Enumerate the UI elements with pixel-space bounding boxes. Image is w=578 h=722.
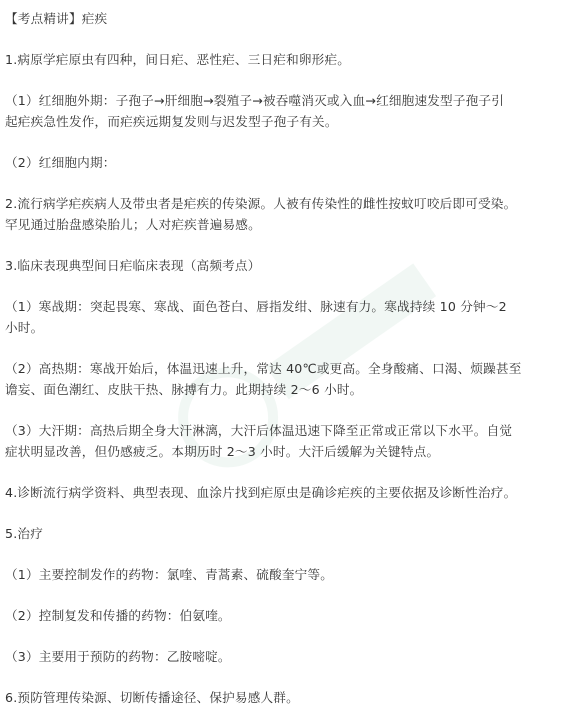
- article-title: 【考点精讲】疟疾: [5, 11, 108, 26]
- section-3-3-sweat-stage: [5, 420, 571, 462]
- section-2-epidemiology: [5, 193, 571, 235]
- section-5-2-control-relapse: （2）控制复发和传播的药物：伯氨喹。: [5, 608, 231, 623]
- section-1-1-exoerythrocytic: [5, 90, 571, 132]
- section-4-diagnosis: 4.诊断流行病学资料、典型表现、血涂片找到疟原虫是确诊疟疾的主要依据及诊断性治疗。: [5, 485, 517, 500]
- text-line: 罕见通过胎盘感染胎儿；人对疟疾普遍易感。: [5, 217, 261, 232]
- text-line: （1）寒战期：突起畏寒、寒战、面色苍白、唇指发绀、脉速有力。寒战持续 10 分钟～2: [5, 299, 507, 314]
- section-3-clinical: 3.临床表现典型间日疟临床表现（高频考点）: [5, 258, 261, 273]
- article: [5, 8, 571, 708]
- text-line: （2）高热期：寒战开始后，体温迅速上升，常达 40℃或更高。全身酸痛、口渴、烦躁甚至: [5, 361, 522, 376]
- text-line: （3）大汗期：高热后期全身大汗淋漓，大汗后体温迅速下降至正常或正常以下水平。自觉: [5, 423, 513, 438]
- text-line: （1）红细胞外期：子孢子→肝细胞→裂殖子→被吞噬消灭或入血→红细胞速发型子孢子引: [5, 93, 505, 108]
- section-5-treatment: 5.治疗: [5, 526, 44, 541]
- section-5-1-control-attack: （1）主要控制发作的药物：氯喹、青蒿素、硫酸奎宁等。: [5, 567, 334, 582]
- text-line: 起疟疾急性发作，而疟疾远期复发则与迟发型子孢子有关。: [5, 114, 338, 129]
- section-6-prevention: 6.预防管理传染源、切断传播途径、保护易感人群。: [5, 690, 299, 705]
- text-line: 小时。: [5, 320, 44, 335]
- text-line: 症状明显改善，但仍感疲乏。本期历时 2～3 小时。大汗后缓解为关键特点。: [5, 444, 440, 459]
- text-line: 谵妄、面色潮红、皮肤干热、脉搏有力。此期持续 2～6 小时。: [5, 382, 363, 397]
- section-3-1-chill-stage: [5, 296, 571, 338]
- text-line: 2.流行病学疟疾病人及带虫者是疟疾的传染源。人被有传染性的雌性按蚊叮咬后即可受染。: [5, 196, 517, 211]
- section-1-etiology: 1.病原学疟原虫有四种，间日疟、恶性疟、三日疟和卵形疟。: [5, 52, 351, 67]
- section-5-3-prevention-drug: （3）主要用于预防的药物：乙胺嘧啶。: [5, 649, 231, 664]
- section-1-2-erythrocytic: （2）红细胞内期：: [5, 155, 116, 170]
- section-3-2-fever-stage: [5, 358, 571, 400]
